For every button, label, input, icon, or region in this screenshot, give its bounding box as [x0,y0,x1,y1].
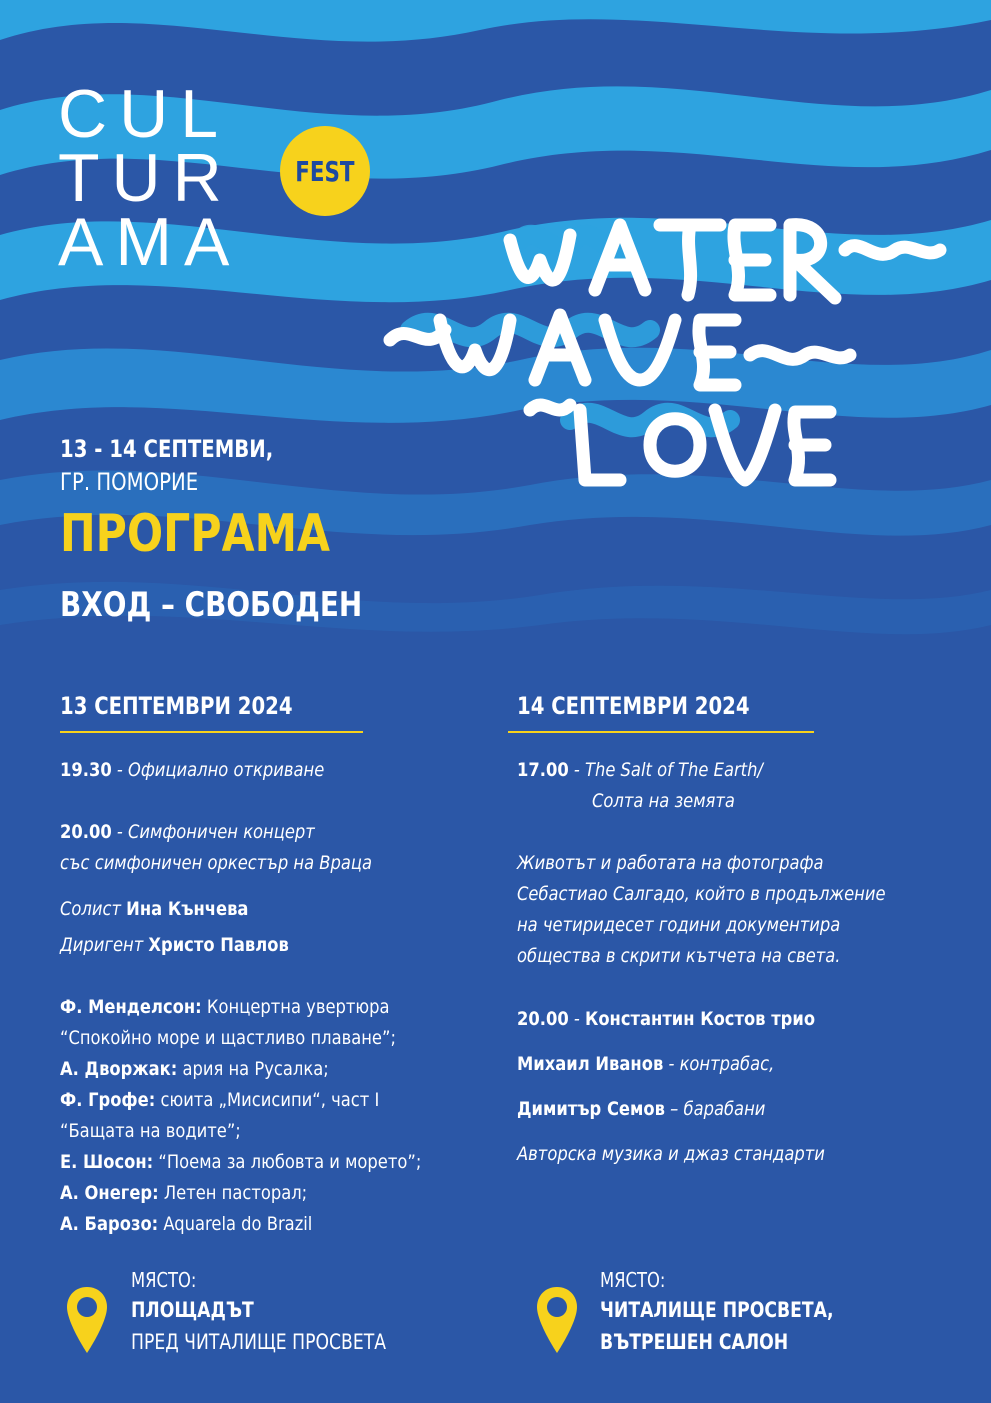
day1-program-5: А. Онегер: Летен пасторал; [60,1182,308,1204]
day1-concert-orchestra: със симфоничен оркестър на Враца [60,852,373,874]
location-pin-icon [536,1285,578,1355]
day1-underline [60,731,363,733]
event-town: ГР. ПОМОРИЕ [60,468,199,496]
water-wave-lettering-icon [350,180,970,510]
place-name-right-line1: ЧИТАЛИЩЕ ПРОСВЕТА, [600,1298,834,1322]
day2-musician-2: Димитър Семов – барабани [517,1098,766,1120]
place-name-left-line1: ПЛОЩАДЪТ [131,1298,254,1322]
logo-line-1: CUL [58,76,231,152]
day1-program-1-line2: “Спокойно море и щастливо плаване”; [60,1027,396,1049]
day2-desc-line-4: общества в скрити кътчета на света. [517,945,841,967]
page-title: ПРОГРАМА [60,504,331,564]
day2-event-film: 17.00 - The Salt of The Earth/ [517,759,763,781]
day1-program-2: А. Дворжак: ария на Русалка; [60,1058,329,1080]
day2-event-jazz: 20.00 - Константин Костов трио [517,1008,816,1030]
day2-closing-note: Авторска музика и джаз стандарти [517,1143,825,1165]
day2-desc-line-2: Себастиао Салгадо, който в продължение [517,883,886,905]
place-label-right: МЯСТО: [600,1268,666,1292]
location-pin-icon [66,1285,108,1355]
entry-note: ВХОД – СВОБОДЕН [60,585,363,625]
day2-film-title-bg: Солта на земята [592,790,735,812]
place-name-right-line2: ВЪТРЕШЕН САЛОН [600,1330,789,1354]
day1-program-4: Е. Шосон: “Поема за любовта и морето”; [60,1151,422,1173]
day2-musician-1: Михаил Иванов - контрабас, [517,1053,775,1075]
logo-line-2: TUR [58,140,234,216]
day1-soloist: Солист Ина Кънчева [60,898,249,920]
day2-desc-line-1: Животът и работата на фотографа [517,852,824,874]
day1-program-1: Ф. Менделсон: Концертна увертюра [60,996,390,1018]
day1-program-3-line2: “Бащата на водите”; [60,1120,241,1142]
day1-conductor: Диригент Христо Павлов [60,934,289,956]
day1-heading: 13 СЕПТЕМВРИ 2024 [60,692,293,720]
place-name-left-line2: ПРЕД ЧИТАЛИЩЕ ПРОСВЕТА [131,1330,387,1354]
day1-program-3: Ф. Грофе: сюита „Мисисипи“, част I [60,1089,380,1111]
day1-event-opening: 19.30 - Официално откриване [60,759,325,781]
logo-line-3: AMA [58,204,242,280]
event-dates: 13 - 14 СЕПТЕМВИ, [60,435,274,463]
fest-badge-text: FEST [295,154,355,188]
day2-heading: 14 СЕПТЕМВРИ 2024 [517,692,750,720]
place-label-left: МЯСТО: [131,1268,197,1292]
day2-underline [508,731,814,733]
day1-event-concert: 20.00 - Симфоничен концерт [60,821,315,843]
day1-program-6: А. Барозо: Aquarela do Brazil [60,1213,313,1235]
day2-desc-line-3: на четиридесет години документира [517,914,841,936]
